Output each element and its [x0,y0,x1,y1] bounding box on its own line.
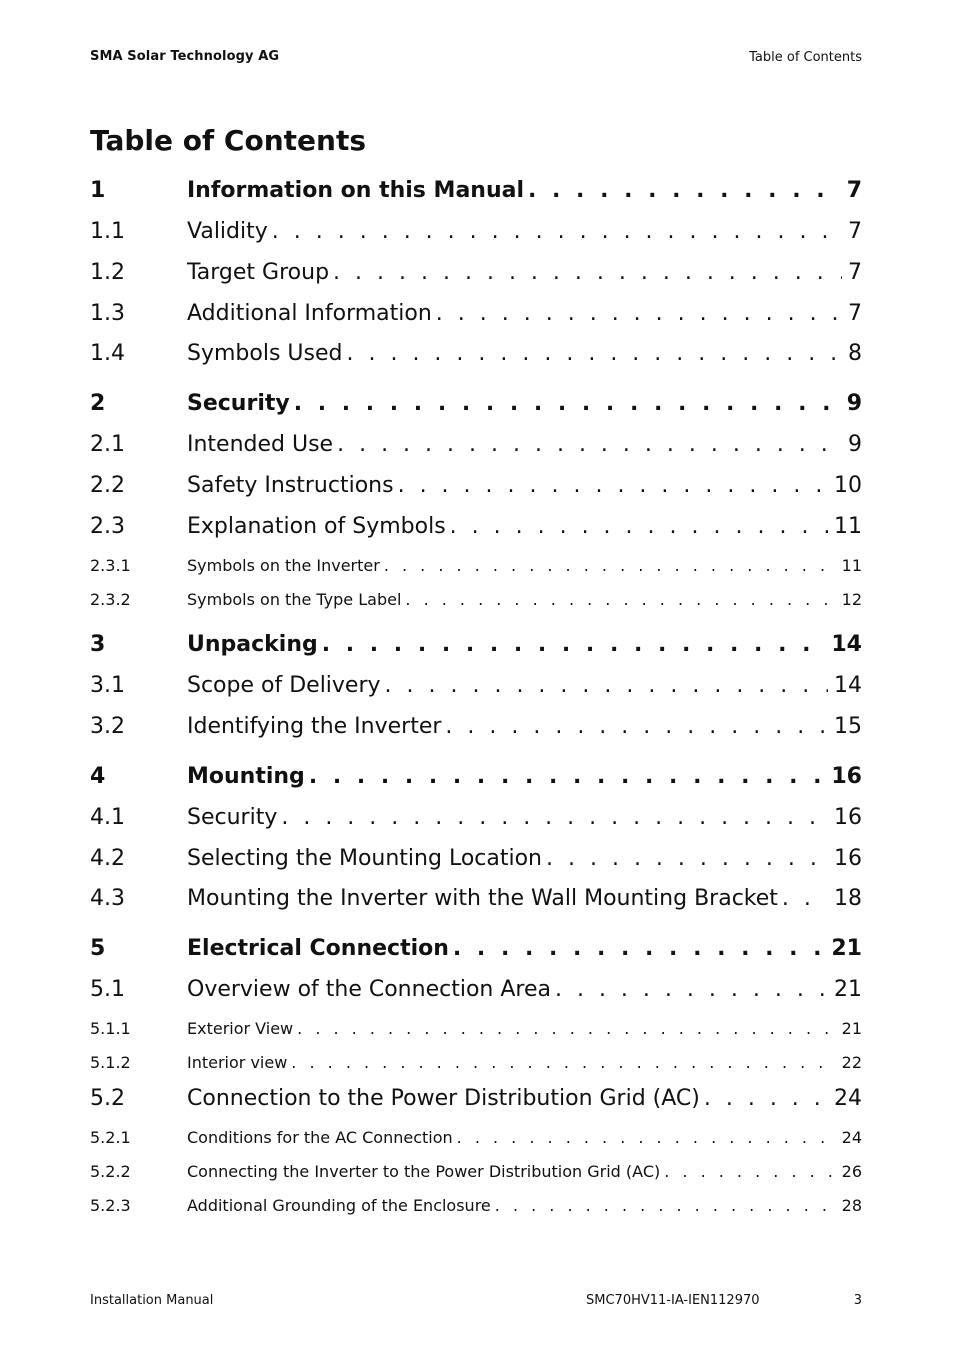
toc-leader [664,1162,835,1181]
toc-number: 5 [90,936,106,961]
toc-entry-5-1[interactable] [90,977,862,1007]
toc-entry-1-3[interactable] [90,301,862,331]
toc-page: 7 [846,178,862,203]
toc-entry-3-2[interactable] [90,714,862,744]
toc-number: 4.2 [90,846,125,871]
toc-entry-2-2[interactable] [90,473,862,503]
toc-number: 1.2 [90,260,125,285]
toc-title: Symbols on the Inverter [187,556,380,575]
toc-title: Mounting the Inverter with the Wall Mounting Bracket [187,886,778,911]
toc-title: Interior view [187,1053,288,1072]
toc-page: 7 [848,219,862,244]
toc-number: 1.4 [90,341,125,366]
toc-leader [385,673,828,698]
toc-entry-3[interactable] [90,632,862,662]
toc-title: Exterior View [187,1019,294,1038]
toc-number: 5.2.3 [90,1196,131,1215]
toc-page: 24 [841,1128,862,1147]
toc-entry-2-3-1[interactable] [90,556,862,580]
toc-entry-5-2-3[interactable] [90,1196,862,1220]
toc-title: Electrical Connection [187,936,449,961]
toc-leader [294,391,841,416]
toc-leader [309,764,826,789]
toc-page: 11 [834,514,862,539]
header-section: Table of Contents [749,50,862,65]
toc-number: 2 [90,391,106,416]
toc-leader [555,977,828,1002]
toc-title: Overview of the Connection Area [187,977,551,1002]
toc-entry-5-2[interactable] [90,1086,862,1116]
toc-page: 26 [841,1162,862,1181]
toc-number: 5.1.1 [90,1019,131,1038]
toc-title: Unpacking [187,632,318,657]
toc-page: 22 [841,1053,862,1072]
toc-page: 28 [841,1196,862,1215]
toc-entry-2-1[interactable] [90,432,862,462]
toc-leader [281,805,828,830]
toc-title: Selecting the Mounting Location [187,846,542,871]
toc-entry-4-3[interactable] [90,886,862,916]
toc-entry-5-1-2[interactable] [90,1053,862,1077]
toc-number: 5.1.2 [90,1053,131,1072]
toc-title: Symbols on the Type Label [187,590,402,609]
toc-number: 4 [90,764,106,789]
toc-leader [546,846,828,871]
toc-number: 1 [90,178,106,203]
toc-title: Scope of Delivery [187,673,381,698]
toc-page: 9 [846,391,862,416]
toc-number: 4.3 [90,886,125,911]
toc-page: 14 [834,673,862,698]
toc-number: 2.3.1 [90,556,131,575]
toc-page: 14 [831,632,862,657]
toc-title: Validity [187,219,268,244]
toc-leader [528,178,841,203]
toc-title: Explanation of Symbols [187,514,446,539]
toc-page: 18 [834,886,862,911]
toc-number: 2.3.2 [90,590,131,609]
toc-title: Connecting the Inverter to the Power Distribution Grid (AC) [187,1162,661,1181]
toc-leader [450,514,828,539]
toc-title: Information on this Manual [187,178,525,203]
toc-leader [384,556,836,575]
toc-page: 11 [841,556,862,575]
toc-number: 1.1 [90,219,125,244]
toc-title: Identifying the Inverter [187,714,442,739]
toc-title: Security [187,805,278,830]
toc-leader [322,632,826,657]
toc-number: 2.2 [90,473,125,498]
toc-leader [297,1019,836,1038]
toc-page: 16 [834,805,862,830]
toc-page: 24 [834,1086,862,1111]
toc-page: 10 [834,473,862,498]
toc-leader [398,473,828,498]
toc-entry-2-3[interactable] [90,514,862,544]
toc-entry-5[interactable] [90,936,862,966]
footer-doc-code: SMC70HV11-IA-IEN112970 [586,1293,760,1308]
toc-entry-5-1-1[interactable] [90,1019,862,1043]
toc-leader [346,341,842,366]
toc-leader [337,432,842,457]
toc-title: Symbols Used [187,341,343,366]
toc-page: 7 [848,260,862,285]
toc-page: 16 [834,846,862,871]
toc-entry-2[interactable] [90,391,862,421]
toc-leader [436,301,842,326]
toc-leader [704,1086,828,1111]
toc-page: 12 [841,590,862,609]
toc-entry-4[interactable] [90,764,862,794]
toc-title: Intended Use [187,432,334,457]
toc-entry-1[interactable] [90,178,862,208]
toc-entry-3-1[interactable] [90,673,862,703]
toc-entry-1-1[interactable] [90,219,862,249]
toc-title: Safety Instructions [187,473,394,498]
header-company: SMA Solar Technology AG [90,49,280,64]
toc-page: 21 [834,977,862,1002]
toc-number: 5.2.2 [90,1162,131,1181]
toc-leader [272,219,842,244]
table-of-contents [90,0,862,1352]
toc-number: 5.2 [90,1086,125,1111]
toc-leader [445,714,828,739]
toc-entry-4-2[interactable] [90,846,862,876]
toc-page: 21 [831,936,862,961]
toc-entry-4-1[interactable] [90,805,862,835]
toc-number: 3.1 [90,673,125,698]
toc-title: Security [187,391,290,416]
toc-title: Conditions for the AC Connection [187,1128,453,1147]
toc-page: 15 [834,714,862,739]
toc-entry-2-3-2[interactable] [90,590,862,614]
toc-page: 21 [841,1019,862,1038]
toc-entry-5-2-2[interactable] [90,1162,862,1186]
toc-number: 2.3 [90,514,125,539]
toc-page: 7 [848,301,862,326]
toc-number: 3 [90,632,106,657]
toc-entry-1-2[interactable] [90,260,862,290]
toc-title: Additional Grounding of the Enclosure [187,1196,491,1215]
toc-number: 3.2 [90,714,125,739]
toc-leader [291,1053,835,1072]
toc-page: 8 [848,341,862,366]
toc-number: 2.1 [90,432,125,457]
toc-leader [457,1128,836,1147]
toc-entry-5-2-1[interactable] [90,1128,862,1152]
toc-number: 4.1 [90,805,125,830]
toc-title: Mounting [187,764,305,789]
toc-leader [405,590,835,609]
toc-number: 5.2.1 [90,1128,131,1147]
toc-leader [782,886,828,911]
toc-entry-1-4[interactable] [90,341,862,371]
toc-page: 9 [848,432,862,457]
footer-page-number: 3 [853,1293,862,1308]
toc-number: 5.1 [90,977,125,1002]
toc-leader [453,936,825,961]
toc-leader [333,260,842,285]
footer-doc-type: Installation Manual [90,1293,214,1308]
toc-leader [495,1196,836,1215]
toc-number: 1.3 [90,301,125,326]
toc-title: Connection to the Power Distribution Grid (AC) [187,1086,700,1111]
toc-title: Target Group [187,260,330,285]
page-title: Table of Contents [90,124,367,157]
toc-title: Additional Information [187,301,432,326]
toc-page: 16 [831,764,862,789]
